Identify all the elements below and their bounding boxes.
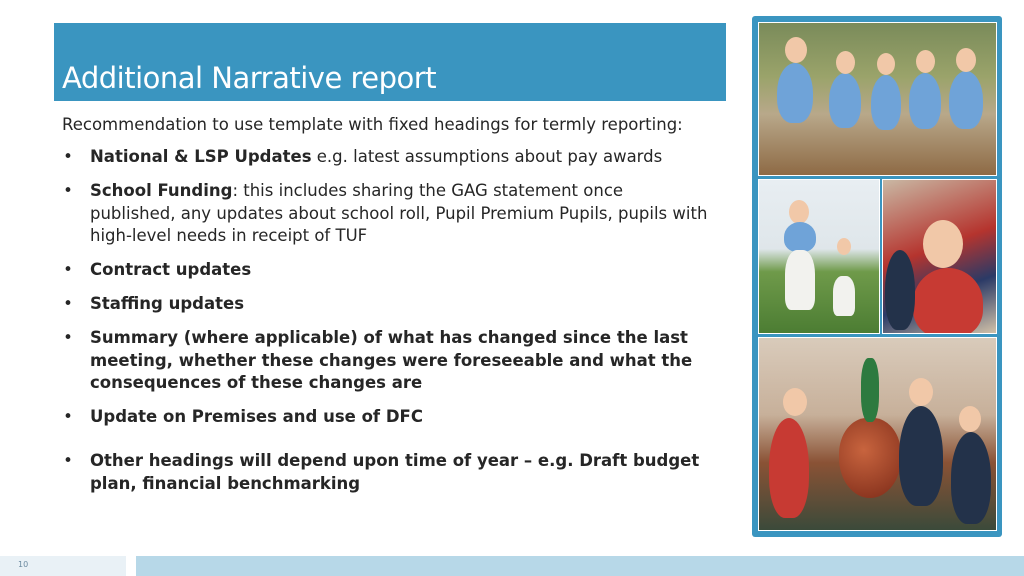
bullet-heading: Other headings will depend upon time of year – e.g. Draft budget plan, financial benchmarking	[90, 451, 700, 493]
bullet-icon: •	[63, 451, 73, 470]
title-banner	[54, 23, 726, 101]
photo-pupils-headphones	[882, 179, 997, 334]
bullet-icon: •	[63, 328, 73, 347]
footer-bar	[136, 556, 1024, 576]
bullet-heading: National & LSP Updates	[90, 147, 312, 166]
bullet-icon: •	[63, 181, 73, 200]
photo-students-sculpture	[758, 337, 997, 531]
photo-sack-race	[758, 179, 880, 334]
bullet-heading: Contract updates	[90, 260, 252, 279]
footer-page-box	[0, 556, 126, 576]
bullet-icon: •	[63, 260, 73, 279]
bullet-icon: •	[63, 407, 73, 426]
photo-collage	[752, 16, 1002, 537]
bullet-heading: Update on Premises and use of DFC	[90, 407, 423, 426]
page-number: 10	[18, 560, 29, 569]
bullet-detail: : this includes sharing the GAG statement once published, any updates about school roll, Pupil Premium Pupils, pupils with high-level needs in receipt of TUF	[90, 181, 708, 245]
intro-text: Recommendation to use template with fixed headings for termly reporting:	[62, 115, 683, 134]
bullet-heading: Summary (where applicable) of what has changed since the last meeting, whether these changes were foreseeable and what the consequences of these changes are	[90, 328, 693, 392]
bullet-detail: e.g. latest assumptions about pay awards	[311, 147, 663, 166]
bullet-heading: Staffing updates	[90, 294, 245, 313]
bullet-heading: School Funding	[90, 181, 233, 200]
photo-children-sitting	[758, 22, 997, 176]
bullet-icon: •	[63, 294, 73, 313]
bullet-icon: •	[63, 147, 73, 166]
slide-title: Additional Narrative report	[62, 61, 437, 95]
